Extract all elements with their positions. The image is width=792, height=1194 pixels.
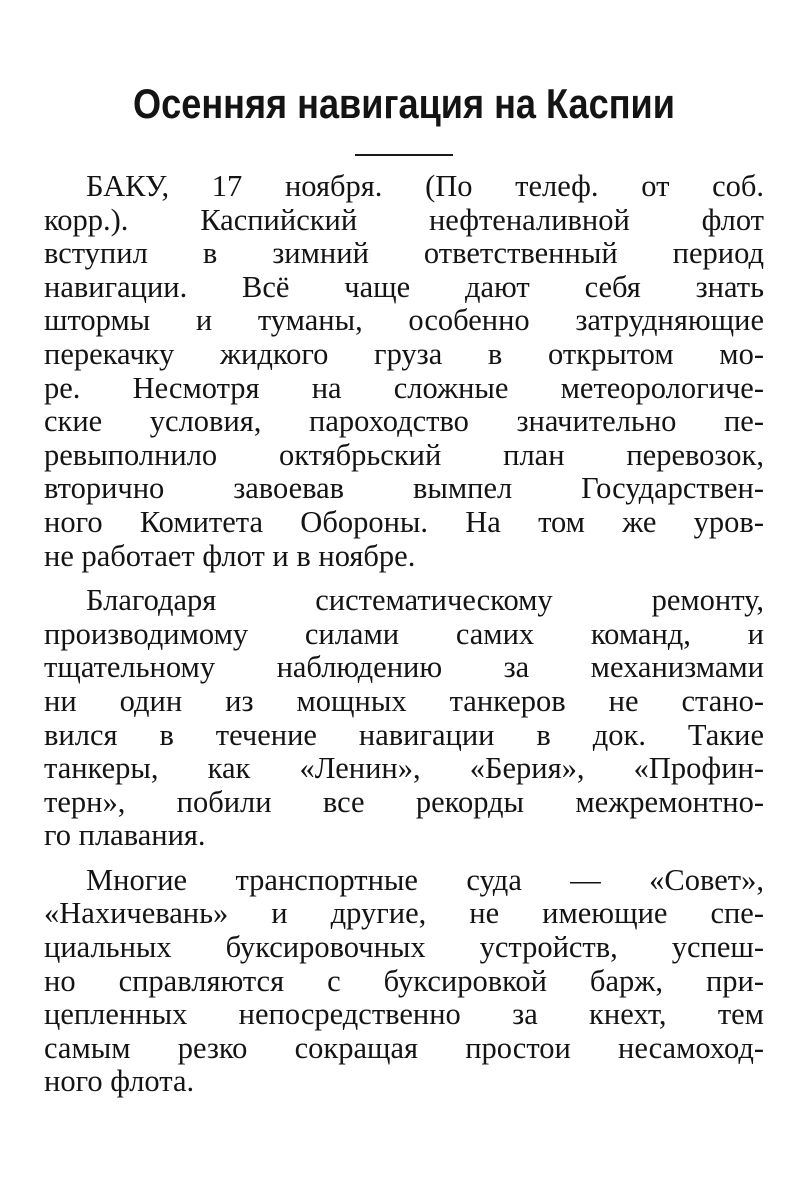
text-line: БАКУ, 17 ноября. (По телеф. от соб.: [86, 169, 764, 203]
text-line: ревыполнило октябрьский план перевозок,: [44, 437, 764, 472]
text-line: ни один из мощных танкеров не стано-: [44, 683, 764, 718]
text-line: вился в течение навигации в док. Такие: [44, 717, 764, 752]
paragraph-1: [44, 170, 764, 573]
text-line: Благодаря систематическому ремонту,: [86, 583, 764, 618]
text-line: ре. Несмотря на сложные метеорологиче-: [44, 370, 764, 405]
title-divider: [355, 154, 453, 156]
text-line: штормы и туманы, особенно затрудняющие: [44, 303, 764, 338]
text-line: навигации. Всё чаще дают себя знать: [44, 269, 764, 304]
paragraph-3: [44, 864, 764, 1099]
text-line: циальных буксировочных устройств, успеш-: [44, 930, 764, 965]
text-line: производимому силами самих команд, и: [44, 616, 764, 651]
text-line: го плавания.: [44, 818, 206, 853]
text-line: тщательному наблюдению за механизмами: [44, 650, 764, 685]
text-line: ские условия, пароходство значительно пе-: [44, 404, 764, 439]
text-line: не работает флот и в ноябре.: [44, 538, 416, 573]
text-line: но справляются с буксировкой барж, при-: [44, 963, 764, 998]
text-line: ного флота.: [44, 1064, 195, 1099]
text-line: цепленных непосредственно за кнехт, тем: [44, 997, 764, 1032]
text-line: терн», побили все рекорды межремонтно-: [44, 784, 764, 819]
text-line: ного Комитета Обороны. На том же уров-: [44, 504, 764, 539]
text-line: «Нахичевань» и другие, не имеющие спе-: [44, 896, 764, 931]
text-line: Многие транспортные суда — «Совет»,: [86, 862, 764, 897]
text-line: перекачку жидкого груза в открытом мо-: [44, 336, 764, 371]
text-line: самым резко сокращая простои несамоход-: [44, 1030, 764, 1065]
text-line: вторично завоевав вымпел Государствен-: [44, 471, 764, 506]
article: [44, 78, 764, 1110]
headline: Осенняя навигация на Каспии: [133, 80, 675, 127]
paragraph-2: [44, 584, 764, 853]
text-line: корр.). Каспийский нефтеналивной флот: [44, 202, 764, 237]
text-line: танкеры, как «Ленин», «Берия», «Профин-: [44, 751, 764, 786]
text-line: вступил в зимний ответственный период: [44, 236, 764, 271]
